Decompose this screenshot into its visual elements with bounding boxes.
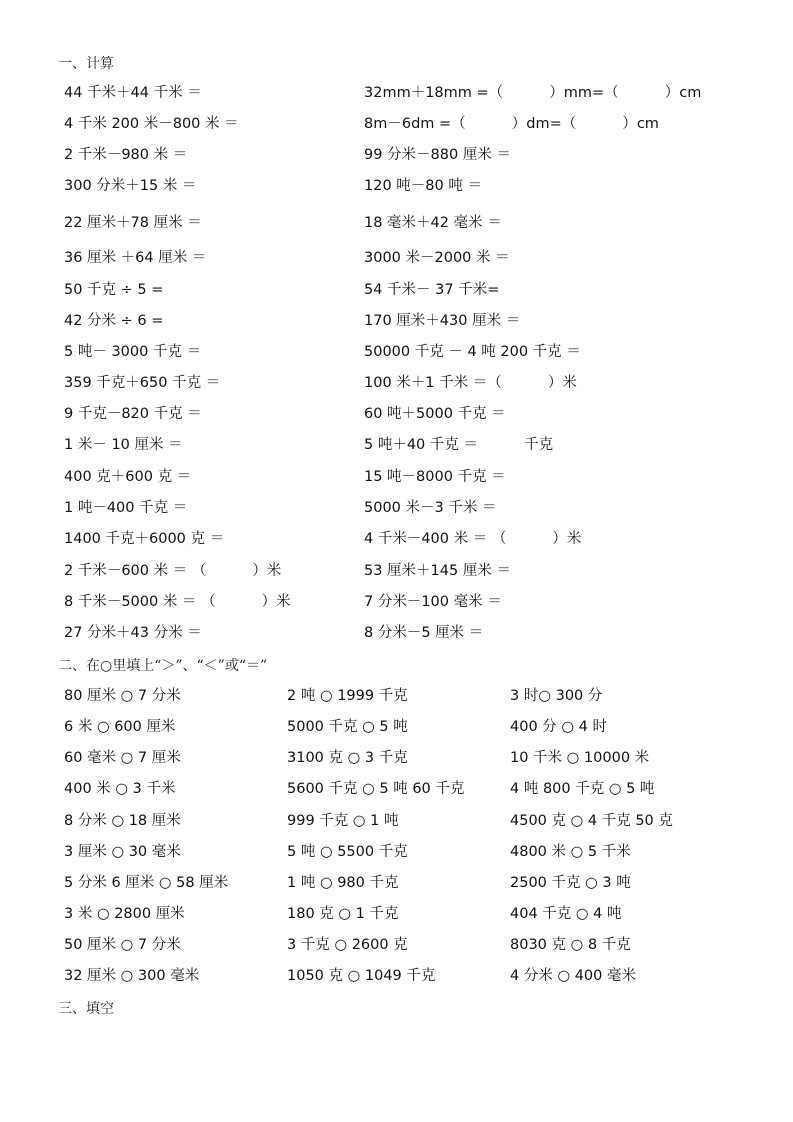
calc-item: 2 千米－600 米 ＝ （ ）米 bbox=[64, 563, 282, 579]
compare-item: 2 吨 ○ 1999 千克 bbox=[287, 688, 408, 704]
calc-item: 8 千米－5000 米 ＝ （ ）米 bbox=[64, 594, 291, 610]
calc-item: 22 厘米＋78 厘米 ＝ bbox=[64, 215, 202, 231]
compare-item: 3 时○ 300 分 bbox=[510, 688, 603, 704]
calc-item: 400 克＋600 克 ＝ bbox=[64, 469, 192, 485]
compare-item: 3 厘米 ○ 30 毫米 bbox=[64, 844, 181, 860]
calc-item: 8m－6dm =（ ）dm=（ ）cm bbox=[364, 116, 659, 132]
compare-row bbox=[0, 964, 793, 988]
calc-item: 5000 米－3 千米 ＝ bbox=[364, 500, 497, 516]
compare-item: 4800 米 ○ 5 千米 bbox=[510, 844, 631, 860]
calc-item: 50 千克 ÷ 5 = bbox=[64, 282, 164, 298]
compare-item: 32 厘米 ○ 300 毫米 bbox=[64, 968, 200, 984]
compare-row bbox=[0, 871, 793, 895]
calc-row bbox=[0, 143, 793, 167]
calc-row bbox=[0, 211, 793, 235]
compare-item: 400 分 ○ 4 时 bbox=[510, 719, 607, 735]
compare-item: 1 吨 ○ 980 千克 bbox=[287, 875, 399, 891]
section1-title: 一、计算 bbox=[58, 56, 114, 72]
calc-item: 100 米＋1 千米 ＝（ ）米 bbox=[364, 375, 577, 391]
compare-row bbox=[0, 840, 793, 864]
calc-item: 60 吨＋5000 千克 ＝ bbox=[364, 406, 506, 422]
calc-item: 120 吨－80 吨 ＝ bbox=[364, 178, 482, 194]
calc-item: 1400 千克＋6000 克 ＝ bbox=[64, 531, 225, 547]
compare-row bbox=[0, 715, 793, 739]
compare-item: 4 吨 800 千克 ○ 5 吨 bbox=[510, 781, 655, 797]
calc-item: 36 厘米 ＋64 厘米 ＝ bbox=[64, 250, 207, 266]
compare-item: 999 千克 ○ 1 吨 bbox=[287, 813, 399, 829]
compare-item: 5 吨 ○ 5500 千克 bbox=[287, 844, 408, 860]
calc-row bbox=[0, 433, 793, 457]
compare-item: 5 分米 6 厘米 ○ 58 厘米 bbox=[64, 875, 229, 891]
section2-title: 二、在○里填上“＞”、“＜”或“＝” bbox=[58, 658, 268, 674]
compare-item: 404 千克 ○ 4 吨 bbox=[510, 906, 622, 922]
compare-row bbox=[0, 933, 793, 957]
calc-row bbox=[0, 278, 793, 302]
calc-row bbox=[0, 590, 793, 614]
calc-item: 300 分米＋15 米 ＝ bbox=[64, 178, 197, 194]
compare-item: 4 分米 ○ 400 毫米 bbox=[510, 968, 636, 984]
calc-item: 15 吨－8000 千克 ＝ bbox=[364, 469, 506, 485]
compare-item: 5000 千克 ○ 5 吨 bbox=[287, 719, 408, 735]
calc-item: 4 千米－400 米 ＝ （ ）米 bbox=[364, 531, 582, 547]
compare-row bbox=[0, 809, 793, 833]
calc-row bbox=[0, 309, 793, 333]
compare-item: 6 米 ○ 600 厘米 bbox=[64, 719, 176, 735]
compare-item: 50 厘米 ○ 7 分米 bbox=[64, 937, 181, 953]
section3-title: 三、填空 bbox=[58, 1001, 114, 1017]
compare-item: 400 米 ○ 3 千米 bbox=[64, 781, 176, 797]
compare-row bbox=[0, 902, 793, 926]
compare-row bbox=[0, 746, 793, 770]
compare-item: 3 米 ○ 2800 厘米 bbox=[64, 906, 185, 922]
calc-item: 8 分米－5 厘米 ＝ bbox=[364, 625, 484, 641]
calc-row bbox=[0, 371, 793, 395]
compare-item: 8030 克 ○ 8 千克 bbox=[510, 937, 631, 953]
calc-row bbox=[0, 112, 793, 136]
calc-item: 170 厘米＋430 厘米 ＝ bbox=[364, 313, 521, 329]
calc-item: 1 米－ 10 厘米 ＝ bbox=[64, 437, 183, 453]
compare-item: 8 分米 ○ 18 厘米 bbox=[64, 813, 181, 829]
calc-item: 1 吨－400 千克 ＝ bbox=[64, 500, 188, 516]
calc-item: 7 分米－100 毫米 ＝ bbox=[364, 594, 502, 610]
compare-item: 4500 克 ○ 4 千克 50 克 bbox=[510, 813, 673, 829]
calc-row bbox=[0, 340, 793, 364]
calc-item: 4 千米 200 米－800 米 ＝ bbox=[64, 116, 239, 132]
compare-row bbox=[0, 684, 793, 708]
calc-item: 5 吨＋40 千克 ＝ 千克 bbox=[364, 437, 554, 453]
calc-item: 32mm＋18mm =（ ）mm=（ ）cm bbox=[364, 85, 702, 101]
calc-row bbox=[0, 559, 793, 583]
compare-item: 1050 克 ○ 1049 千克 bbox=[287, 968, 436, 984]
compare-item: 3 千克 ○ 2600 克 bbox=[287, 937, 408, 953]
compare-item: 5600 千克 ○ 5 吨 60 千克 bbox=[287, 781, 465, 797]
compare-item: 180 克 ○ 1 千克 bbox=[287, 906, 399, 922]
calc-item: 27 分米＋43 分米 ＝ bbox=[64, 625, 202, 641]
calc-item: 50000 千克 － 4 吨 200 千克 ＝ bbox=[364, 344, 581, 360]
calc-item: 359 千克＋650 千克 ＝ bbox=[64, 375, 221, 391]
calc-row bbox=[0, 465, 793, 489]
compare-row bbox=[0, 777, 793, 801]
calc-row bbox=[0, 496, 793, 520]
calc-item: 54 千米－ 37 千米= bbox=[364, 282, 500, 298]
calc-item: 9 千克－820 千克 ＝ bbox=[64, 406, 202, 422]
calc-item: 99 分米－880 厘米 ＝ bbox=[364, 147, 511, 163]
calc-item: 3000 米－2000 米 ＝ bbox=[364, 250, 510, 266]
compare-item: 2500 千克 ○ 3 吨 bbox=[510, 875, 631, 891]
calc-item: 18 毫米＋42 毫米 ＝ bbox=[364, 215, 502, 231]
calc-row bbox=[0, 246, 793, 270]
calc-row bbox=[0, 81, 793, 105]
calc-item: 5 吨－ 3000 千克 ＝ bbox=[64, 344, 202, 360]
compare-item: 60 毫米 ○ 7 厘米 bbox=[64, 750, 181, 766]
calc-row bbox=[0, 527, 793, 551]
calc-row bbox=[0, 621, 793, 645]
compare-item: 10 千米 ○ 10000 米 bbox=[510, 750, 650, 766]
compare-item: 3100 克 ○ 3 千克 bbox=[287, 750, 408, 766]
calc-item: 42 分米 ÷ 6 = bbox=[64, 313, 164, 329]
calc-row bbox=[0, 174, 793, 198]
calc-item: 53 厘米＋145 厘米 ＝ bbox=[364, 563, 511, 579]
calc-item: 44 千米＋44 千米 ＝ bbox=[64, 85, 202, 101]
calc-row bbox=[0, 402, 793, 426]
compare-item: 80 厘米 ○ 7 分米 bbox=[64, 688, 181, 704]
calc-item: 2 千米－980 米 ＝ bbox=[64, 147, 188, 163]
